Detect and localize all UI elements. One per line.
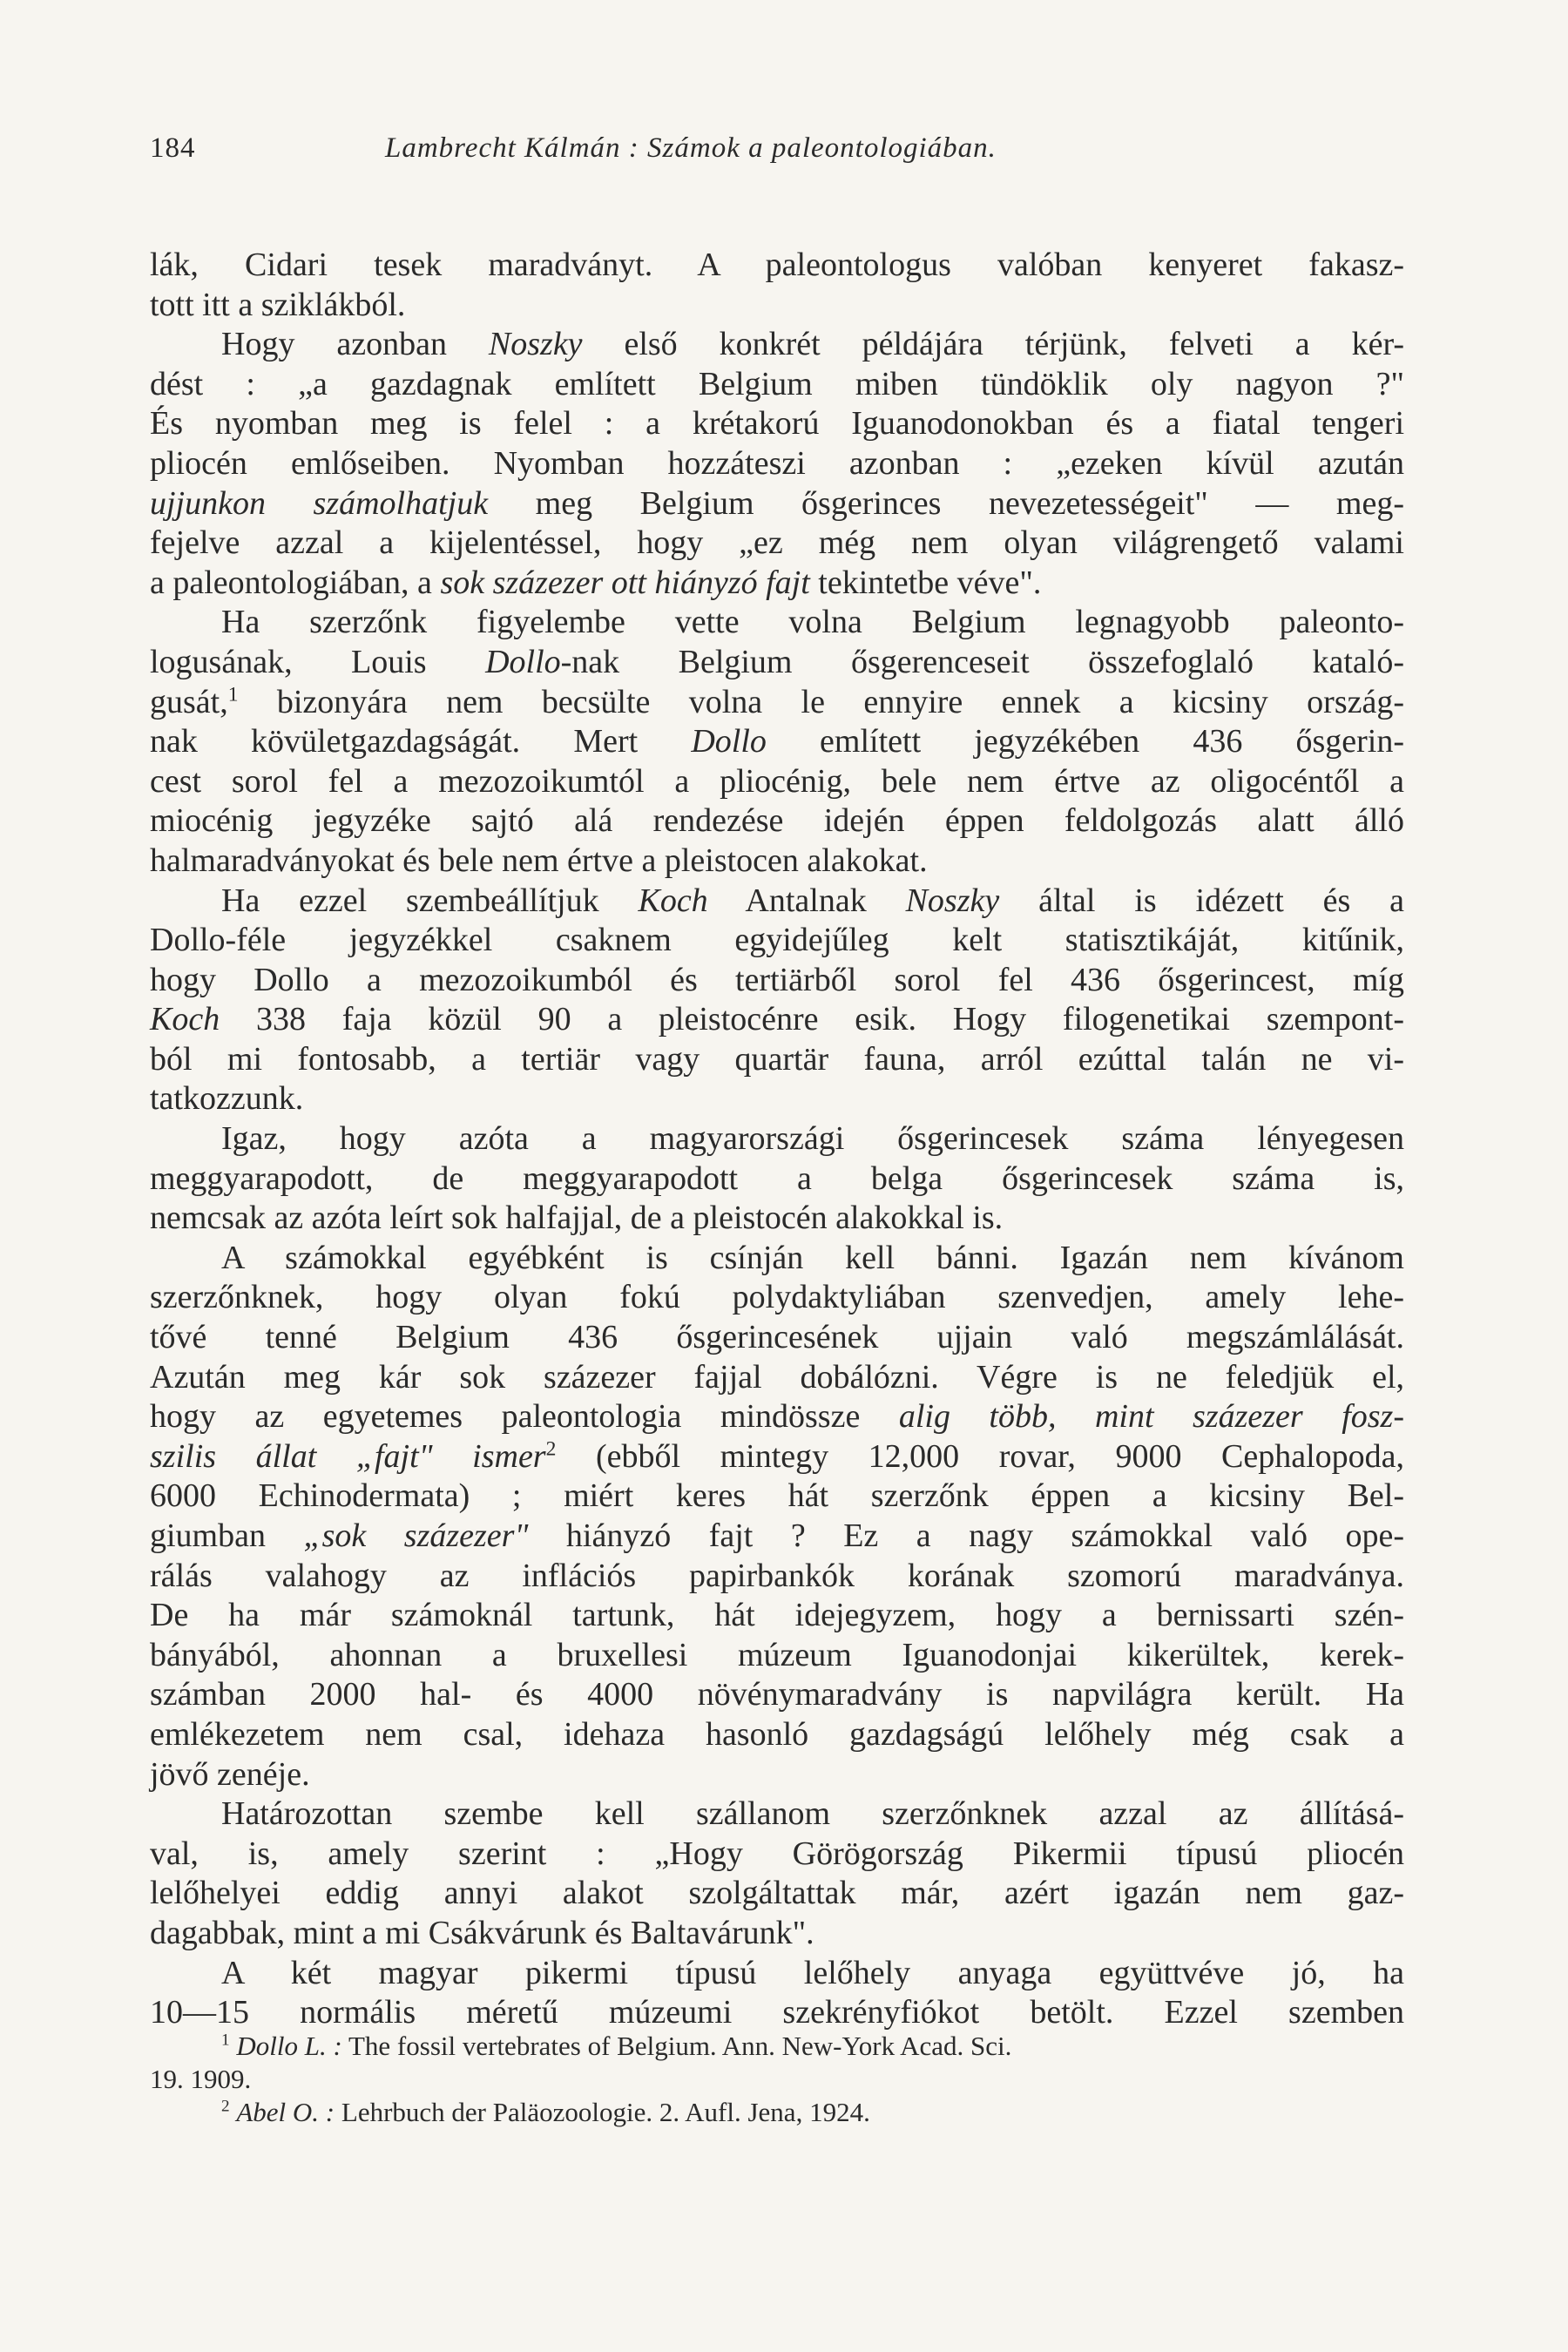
text-line: fejelve azzal a kijelentéssel, hogy „ez még nem olyan világrengető valami: [150, 524, 1404, 562]
text-line: Határozottan szembe kell szállanom szerzőnknek azzal az állításá-: [221, 1795, 1404, 1833]
text-line: ból mi fontosabb, a tertiär vagy quartär fauna, arról ezúttal talán ne vi-: [150, 1040, 1404, 1078]
footnote-2: $^2$ Abel O. : Lehrbuch der Paläozoologie. 2. Aufl. Jena, 1924.: [221, 2097, 870, 2127]
italic-name: Noszky: [488, 326, 583, 363]
text-line: nak kövületgazdagságát. Mert Dollo említett jegyzékében 436 ősgerin-: [150, 723, 1404, 760]
text-line: cest sorol fel a mezozoikumtól a pliocénig, bele nem értve az oligocéntől a: [150, 762, 1404, 800]
footnote-1: $^1$ Dollo L. : The fossil vertebrates of Belgium. Ann. New-York Acad. Sci.: [221, 2031, 1012, 2061]
text-line: pliocén emlőseiben. Nyomban hozzáteszi azonban : „ezeken kívül azután: [150, 444, 1404, 482]
footnote-1-cont: 19. 1909.: [150, 2064, 252, 2094]
text-line: A számokkal egyébként is csínján kell bánni. Igazán nem kívánom: [221, 1239, 1404, 1276]
text-line: 6000 Echinodermata) ; miért keres hát szerzőnk éppen a kicsiny Bel-: [150, 1477, 1404, 1515]
text-line: szilis állat „fajt" ismer$^2$ (ebből mintegy 12,000 rovar, 9000 Cephalopoda,: [150, 1437, 1404, 1475]
text-line: dést : „a gazdagnak említett Belgium miben tündöklik oly nagyon ?": [150, 365, 1404, 402]
text-line: ujjunkon számolhatjuk meg Belgium ősgerinces nevezetességeit" — meg-: [150, 484, 1404, 522]
text-line: Igaz, hogy azóta a magyarországi ősgerincesek száma lényegesen: [221, 1120, 1404, 1158]
text-line: lák, Cidari tesek maradványt. A paleontologus valóban kenyeret fakasz-: [150, 247, 1404, 283]
body-text: [150, 246, 1404, 2033]
text-line: emlékezetem nem csal, idehaza hasonló gazdagságú lelőhely még csak a: [150, 1715, 1404, 1753]
text-line: tott itt a sziklákból.: [150, 286, 406, 323]
text-line: szerzőnknek, hogy olyan fokú polydaktyliában szenvedjen, amely lehe-: [150, 1279, 1404, 1316]
text-line: És nyomban meg is felel : a krétakorú Iguanodonokban és a fiatal tengeri: [150, 405, 1404, 443]
text-line: giumban „sok százezer" hiányzó fajt ? Ez a nagy számokkal való ope-: [150, 1517, 1404, 1554]
text-line: hogy Dollo a mezozoikumból és tertiärből sorol fel 436 ősgerincest, míg: [150, 961, 1404, 998]
text-line: gusát,$^1$ bizonyára nem becsülte volna le ennyire ennek a kicsiny ország-: [150, 682, 1404, 720]
text-line: Dollo-féle jegyzékkel csaknem egyidejűleg kelt statisztikáját, kitűnik,: [150, 922, 1404, 959]
text-line: számban 2000 hal- és 4000 növénymaradvány is napvilágra került. Ha: [150, 1676, 1404, 1713]
italic-text: szilis állat: [150, 1437, 317, 1475]
text-line: tatkozzunk.: [150, 1080, 304, 1118]
text-line: A két magyar pikermi típusú lelőhely anyaga együttvéve jó, ha: [221, 1954, 1404, 1991]
text-line: nemcsak az azóta leírt sok halfajjal, de a pleistocén alakokkal is.: [150, 1200, 1004, 1237]
text-line: Hogy azonban Noszky első konkrét példájára térjünk, felveti a kér-: [221, 326, 1404, 363]
italic-text: „fajt": [355, 1437, 433, 1475]
italic-name: Dollo: [485, 643, 561, 680]
italic-text: ujjunkon számolhatjuk: [150, 484, 489, 522]
italic-name: Koch: [150, 1001, 220, 1038]
italic-name: Koch: [638, 882, 708, 919]
text-line: De ha már számoknál tartunk, hát idejegyzem, hogy a bernissarti szén-: [150, 1597, 1404, 1634]
text-line: lelőhelyei eddig annyi alakot szolgáltattak már, azért igazán nem gaz-: [150, 1875, 1404, 1912]
italic-text: alig több, mint százezer fosz-: [898, 1398, 1404, 1436]
text-line: 10—15 normális méretű múzeumi szekrényfiókot betölt. Ezzel szemben: [150, 1994, 1404, 2031]
text-line: hogy az egyetemes paleontologia mindössze alig több, mint százezer fosz-: [150, 1398, 1404, 1436]
page-number: 184: [150, 132, 196, 164]
text-line: a paleontologiában, a sok százezer ott hiányzó fajt tekintetbe véve".: [150, 564, 1042, 601]
italic-name: Dollo: [691, 723, 767, 760]
text-line: dagabbak, mint a mi Csákvárunk és Baltavárunk".: [150, 1914, 814, 1951]
text-line: Ha szerzőnk figyelembe vette volna Belgium legnagyobb paleonto-: [221, 604, 1404, 641]
footnote-ref-2: 2: [545, 1437, 557, 1461]
text-line: tővé tenné Belgium 436 ősgerincesének ujjain való megszámlálását.: [150, 1319, 1404, 1356]
text-line: logusának, Louis Dollo-nak Belgium ősgerenceseit összefoglaló kataló-: [150, 643, 1404, 680]
text-line: Ha ezzel szembeállítjuk Koch Antalnak Noszky által is idézett és a: [221, 882, 1404, 919]
text-line: Koch 338 faja közül 90 a pleistocénre esik. Hogy filogenetikai szempont-: [150, 1001, 1404, 1038]
text-line: bányából, ahonnan a bruxellesi múzeum Iguanodonjai kikerültek, kerek-: [150, 1636, 1404, 1673]
text-line: rálás valahogy az inflációs papirbankók korának szomorú maradványa.: [150, 1557, 1404, 1594]
text-line: jövő zenéje.: [150, 1755, 310, 1793]
text-line: Azután meg kár sok százezer fajjal dobálózni. Végre is ne feledjük el,: [150, 1358, 1404, 1396]
footnotes: [150, 2030, 1404, 2129]
italic-text: sok százezer ott hiányzó fajt: [440, 564, 810, 601]
running-title: Lambrecht Kálmán : Számok a paleontologiában.: [385, 132, 997, 164]
text-line: val, is, amely szerint : „Hogy Görögország Pikermii típusú pliocén: [150, 1835, 1404, 1872]
italic-name: Noszky: [905, 882, 1000, 919]
italic-text: ismer: [472, 1437, 546, 1475]
text-line: meggyarapodott, de meggyarapodott a belga ősgerincesek száma is,: [150, 1159, 1404, 1197]
footnote-ref-1: 1: [227, 682, 239, 706]
italic-text: „sok százezer": [303, 1517, 529, 1554]
text-line: halmaradványokat és bele nem értve a pleistocen alakokat.: [150, 841, 928, 879]
text-line: miocénig jegyzéke sajtó alá rendezése idején éppen feldolgozás alatt álló: [150, 802, 1404, 840]
